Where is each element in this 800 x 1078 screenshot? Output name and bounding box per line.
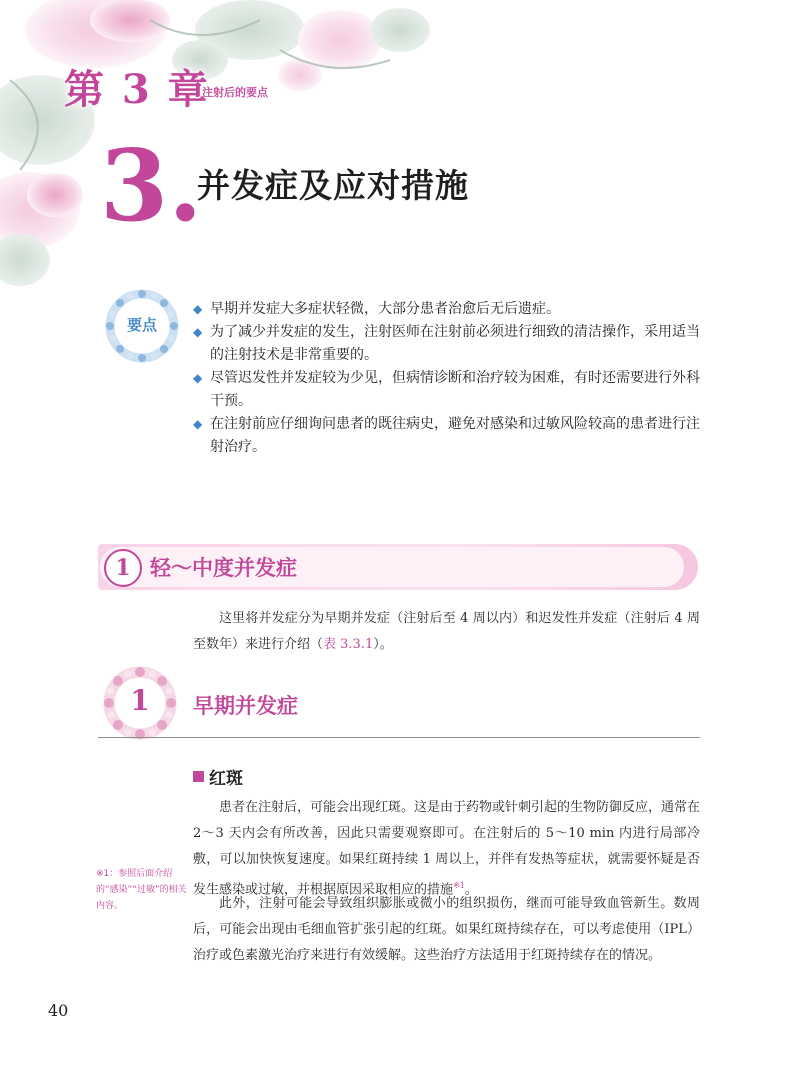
erythema-paragraph-1 xyxy=(193,795,700,903)
diamond-bullet-icon: ◆ xyxy=(193,417,203,431)
page-title: 并发症及应对措施 xyxy=(197,166,469,205)
subsection-title: 早期并发症 xyxy=(193,693,298,718)
paragraph-text: 患者在注射后，可能会出现红斑。这是由于药物或针刺引起的生物防御反应，通常在 2～3 天内会有所改善，因此只需要观察即可。在注射后的 5～10 min 内进行局部冷敷，可以加快恢复速度。如果红斑持续 1 周以上，并伴有发热等症状，就需要怀疑是否发生感染或过敏，并根据原因采取相应的措施 xyxy=(193,800,701,898)
chapter-subtitle: 注射后的要点 xyxy=(202,86,268,99)
diamond-bullet-icon: ◆ xyxy=(193,325,203,339)
section-banner-title: 轻～中度并发症 xyxy=(150,555,297,580)
key-point-item xyxy=(193,367,703,413)
paragraph-end: 。 xyxy=(464,882,478,898)
key-points-list xyxy=(193,298,703,459)
key-point-item xyxy=(193,298,703,321)
diamond-bullet-icon: ◆ xyxy=(193,302,203,316)
intro-text-end: ）。 xyxy=(373,637,393,652)
divider xyxy=(98,737,700,738)
section-banner-number: 1 xyxy=(104,549,142,587)
square-bullet-icon xyxy=(193,771,204,782)
intro-paragraph xyxy=(193,606,700,658)
chapter-number: 第 3 章 xyxy=(64,66,210,113)
table-reference-link[interactable]: 表 3.3.1 xyxy=(323,637,374,652)
subsection-number: 1 xyxy=(130,684,150,717)
key-points-label: 要点 xyxy=(126,316,157,334)
key-point-text: 为了减少并发症的发生，注射医师在注射前必须进行细致的清洁操作，采用适当的注射技术是非常重要的。 xyxy=(210,324,700,363)
page-number: 40 xyxy=(48,1001,69,1020)
side-note: ※1：参照后面介绍的“感染”“过敏”的相关内容。 xyxy=(96,869,187,911)
erythema-paragraph-2: 此外，注射可能会导致组织膨胀或微小的组织损伤，继而可能导致血管新生。数周后，可能会出现由毛细血管扩张引起的红斑。如果红斑持续存在，可以考虑使用（IPL）治疗或色素激光治疗来进行有效缓解。这些治疗方法适用于红斑持续存在的情况。 xyxy=(193,896,700,963)
key-point-text: 早期并发症大多症状轻微，大部分患者治愈后无后遗症。 xyxy=(210,301,560,317)
key-point-item xyxy=(193,321,703,367)
floral-header-decoration xyxy=(0,0,480,300)
section-number: 3. xyxy=(100,129,203,244)
key-point-item xyxy=(193,413,703,459)
key-point-text: 尽管迟发性并发症较为少见，但病情诊断和治疗较为困难，有时还需要进行外科干预。 xyxy=(210,370,700,409)
intro-text: 这里将并发症分为早期并发症（注射后至 4 周以内）和迟发性并发症（注射后 4 周至数年）来进行介绍（ xyxy=(193,611,700,652)
erythema-heading: 红斑 xyxy=(209,769,243,789)
diamond-bullet-icon: ◆ xyxy=(193,371,203,385)
key-point-text: 在注射前应仔细询问患者的既往病史，避免对感染和过敏风险较高的患者进行注射治疗。 xyxy=(210,416,700,455)
footnote-ref[interactable]: ※1 xyxy=(453,881,465,890)
